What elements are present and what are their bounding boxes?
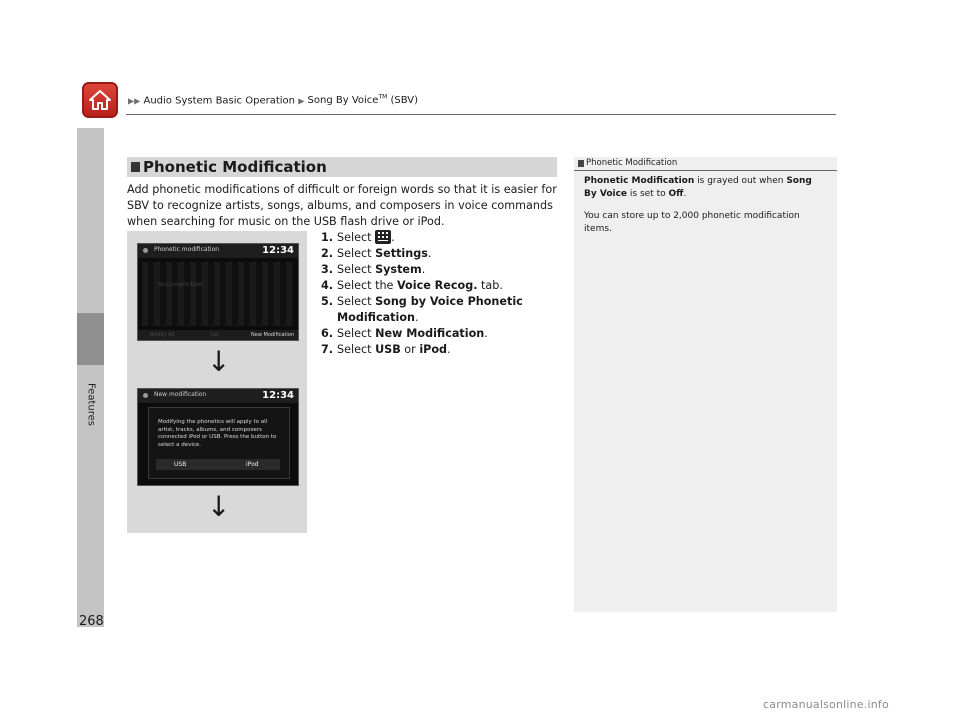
screen-title-bar bbox=[138, 389, 298, 403]
step-5: 5. Select Song by Voice Phonetic Modification. bbox=[321, 295, 523, 324]
note-marker-icon bbox=[578, 160, 584, 167]
chevron-right-icon: ▶▶ bbox=[128, 96, 141, 106]
step-3: 3. Select System. bbox=[321, 263, 426, 276]
screen-clock: 12:34 bbox=[262, 390, 294, 401]
down-arrow-icon: ↓ bbox=[207, 345, 231, 378]
section-header bbox=[127, 157, 557, 177]
back-icon bbox=[143, 393, 148, 398]
note-header bbox=[574, 157, 837, 171]
step-2: 2. Select Settings. bbox=[321, 247, 432, 260]
screen-button-modify-all: Modify All bbox=[150, 332, 175, 338]
chevron-right-icon: ▶ bbox=[298, 96, 305, 106]
side-tab-selected bbox=[77, 313, 104, 365]
screen-title: Phonetic modification bbox=[154, 246, 220, 253]
note-paragraph-2: You can store up to 2,000 phonetic modification items. bbox=[584, 211, 800, 234]
home-button-icon bbox=[375, 230, 391, 244]
page-number: 268 bbox=[79, 614, 104, 629]
intro-paragraph: Add phonetic modifications of difficult or foreign words so that it is easier for SBV to recognize artists, songs, albums, and composers in voice commands when searching for music on the USB flash drive or iPod. bbox=[127, 183, 557, 228]
note-panel bbox=[574, 157, 837, 612]
step-1: 1. Select . bbox=[321, 231, 395, 244]
breadcrumb bbox=[128, 94, 418, 106]
screen-illustrations bbox=[127, 231, 307, 533]
breadcrumb-item-song-by-voice[interactable]: Song By Voice™ (SBV) bbox=[307, 94, 419, 107]
section-square-icon bbox=[131, 162, 140, 172]
screen-button-new-modification: New Modification bbox=[251, 332, 294, 338]
screen-new-modification bbox=[137, 388, 299, 486]
screen-button-del: Del bbox=[210, 332, 219, 338]
back-icon bbox=[143, 248, 148, 253]
note-paragraph-1: Phonetic Modification is grayed out when Song By Voice is set to Off. bbox=[584, 176, 812, 199]
down-arrow-icon: ↓ bbox=[207, 490, 231, 523]
screen-title: New modification bbox=[154, 391, 207, 398]
screen-button-ipod: iPod bbox=[246, 461, 259, 468]
breadcrumb-item-basic-operation[interactable]: Audio System Basic Operation bbox=[143, 95, 295, 107]
step-6: 6. Select New Modification. bbox=[321, 327, 488, 340]
sidebar-label-features: Features bbox=[85, 383, 97, 426]
screen-button-usb: USB bbox=[174, 461, 187, 468]
screen-button-bar bbox=[138, 330, 298, 340]
steps-list bbox=[321, 230, 551, 358]
watermark[interactable]: carmanualsonline.info bbox=[763, 698, 889, 711]
section-title: Phonetic Modification bbox=[143, 158, 327, 176]
side-tab bbox=[77, 128, 104, 328]
screen-list-area bbox=[142, 262, 294, 326]
header-divider bbox=[126, 114, 836, 115]
screen-clock: 12:34 bbox=[262, 245, 294, 256]
step-7: 7. Select USB or iPod. bbox=[321, 343, 451, 356]
screen-empty-text: No Contents Exist bbox=[158, 282, 203, 288]
note-title: Phonetic Modification bbox=[586, 158, 678, 168]
screen-title-bar bbox=[138, 244, 298, 258]
home-icon[interactable] bbox=[82, 82, 118, 118]
step-4: 4. Select the Voice Recog. tab. bbox=[321, 279, 503, 292]
screen-dialog-message: Modifying the phonetics will apply to all artist, tracks, albums, and composers connected iPod or USB. Press the button to select a device. bbox=[158, 419, 277, 448]
screen-phonetic-modification bbox=[137, 243, 299, 341]
note-body bbox=[584, 175, 824, 245]
